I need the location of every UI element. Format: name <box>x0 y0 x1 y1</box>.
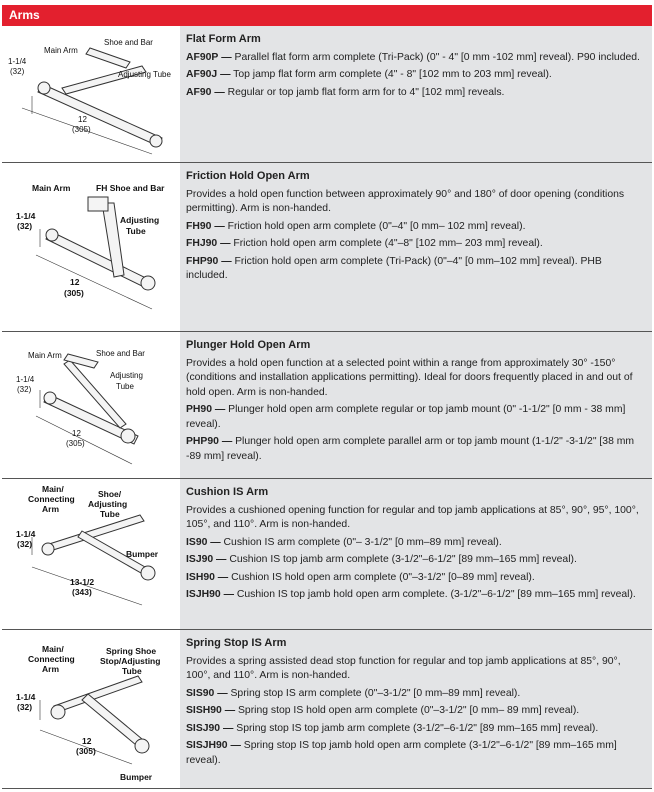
pivot-shape <box>38 82 50 94</box>
arm-body <box>38 84 162 146</box>
fig-label: Arm <box>42 664 60 674</box>
product-item <box>186 403 646 432</box>
product-item <box>186 435 646 464</box>
fig-label: Tube <box>116 382 134 391</box>
bumper-shape <box>141 566 155 580</box>
model-description: Friction hold open arm complete (4"–8" [102 mm– 203 mm] reveal). <box>233 238 543 249</box>
product-text <box>180 630 652 788</box>
fig-label: Main Arm <box>44 46 78 55</box>
separator: — <box>221 436 233 447</box>
plunger-hold-open-arm-drawing <box>2 332 180 478</box>
fig-label: 1-1/4 <box>16 692 36 702</box>
model-description: Cushion IS top jamb arm complete (3-1/2"–6-1/2" [89 mm–165 mm] reveal). <box>229 554 577 565</box>
product-item <box>186 86 646 101</box>
model-code: ISJ90 <box>186 554 214 565</box>
product-row-friction-hold-open-arm <box>2 163 652 332</box>
fig-label: Adjusting <box>110 371 143 380</box>
fig-label: Shoe and Bar <box>96 349 145 358</box>
fig-label: 12 <box>70 277 80 287</box>
model-description: Plunger hold open arm complete regular or top jamb mount (0" -1-1/2" [0 mm - 38 mm] reveal). <box>186 404 626 430</box>
model-description: Spring stop IS hold open arm complete (0"–3-1/2" [0 mm– 89 mm] reveal). <box>237 705 580 716</box>
fig-label: Tube <box>126 226 146 236</box>
separator: — <box>217 571 229 583</box>
product-figure <box>2 26 181 162</box>
separator: — <box>220 69 231 80</box>
model-code: ISJH90 <box>186 589 221 600</box>
product-text <box>180 332 652 478</box>
fig-label: Adjusting Tube <box>118 70 171 79</box>
bumper-shape <box>135 739 149 753</box>
fig-label: 1-1/4 <box>16 211 36 221</box>
fig-label: (32) <box>17 385 32 394</box>
fig-label: Spring Shoe <box>106 646 157 656</box>
model-description: Spring stop IS top jamb hold open arm complete (3-1/2"–6-1/2" [89 mm–165 mm] reveal). <box>186 740 617 766</box>
product-figure <box>2 630 181 788</box>
model-code: SISH90 <box>186 705 222 716</box>
fig-label: Main/ <box>42 644 64 654</box>
product-item <box>186 722 646 737</box>
separator: — <box>210 536 221 548</box>
separator: — <box>217 687 228 699</box>
product-item <box>186 571 646 586</box>
fig-label: Adjusting <box>120 215 160 225</box>
separator: — <box>221 51 232 63</box>
fig-label: 13-1/2 <box>70 577 95 587</box>
fig-label: Main Arm <box>32 183 71 193</box>
product-text <box>180 26 652 162</box>
fig-label: Shoe/ <box>98 489 122 499</box>
product-item <box>186 553 646 568</box>
fig-label: (32) <box>10 67 25 76</box>
product-item <box>186 68 646 83</box>
product-figure <box>2 479 181 629</box>
fig-label: (305) <box>66 439 85 448</box>
pivot-shape <box>42 543 54 555</box>
product-row-cushion-is-arm <box>2 479 652 630</box>
fig-label: 12 <box>82 736 92 746</box>
separator: — <box>220 238 231 249</box>
product-row-flat-form-arm <box>2 26 652 163</box>
model-code: SISJH90 <box>186 740 228 751</box>
shoe-shape <box>88 197 108 211</box>
product-description: Provides a spring assisted dead stop function for regular and top jamb applications at 85°, 90°, 100°, and 110°. Arm is non-handed. <box>186 655 621 681</box>
model-description: Spring stop IS arm complete (0"–3-1/2" [0 mm–89 mm] reveal). <box>230 687 521 699</box>
product-title: Plunger Hold Open Arm <box>186 339 311 351</box>
product-text <box>180 479 652 629</box>
model-description: Friction hold open arm complete (0"–4" [0 mm– 102 mm] reveal). <box>227 220 526 232</box>
fig-label: Stop/Adjusting <box>100 656 161 666</box>
product-row-plunger-hold-open-arm <box>2 332 652 479</box>
fig-label: Bumper <box>126 549 159 559</box>
product-item <box>186 255 646 284</box>
product-description: Provides a cushioned opening function for regular and top jamb applications at 85°, 90°, 95°, 100°, 105°, and 110°. Arm is non-handed. <box>186 504 639 530</box>
section-header: Arms <box>2 5 652 26</box>
model-code: ISH90 <box>186 571 215 583</box>
fig-label: (32) <box>17 702 33 712</box>
model-code: SIS90 <box>186 687 215 699</box>
product-figure <box>2 163 181 331</box>
product-item <box>186 536 646 551</box>
fig-label: Adjusting <box>88 499 128 509</box>
fig-label: Main Arm <box>28 351 62 360</box>
fig-label: Bumper <box>120 772 153 782</box>
separator: — <box>230 740 241 751</box>
separator: — <box>214 404 226 415</box>
product-figure <box>2 332 181 478</box>
fig-label: 12 <box>78 115 87 124</box>
product-item <box>186 704 646 719</box>
product-text <box>180 163 652 331</box>
model-code: AF90 <box>186 86 212 98</box>
fig-label: (32) <box>17 539 33 549</box>
product-description: Provides a hold open function between approximately 90° and 180° of door opening (conditions permitting). Arm is non-handed. <box>186 188 625 214</box>
pivot-shape <box>46 229 58 241</box>
pivot-shape <box>44 392 56 404</box>
product-title: Cushion IS Arm <box>186 486 269 498</box>
pivot-shape <box>121 429 135 443</box>
product-description: Provides a hold open function at a selected point within a range from approximately 30° -150° (conditions and installation applications permitting). Ideal for doors frequently placed in and out of hold open. Arm is non-handed. <box>186 357 633 398</box>
model-code: FHJ90 <box>186 238 218 249</box>
friction-hold-open-arm-drawing <box>2 163 180 331</box>
fig-label: Arm <box>42 504 60 514</box>
model-code: FH90 <box>186 220 212 232</box>
fig-label: Shoe and Bar <box>104 38 153 47</box>
model-description: Regular or top jamb flat form arm for to 4" [102 mm] reveals. <box>227 86 505 98</box>
model-code: SISJ90 <box>186 722 221 734</box>
product-item <box>186 739 646 768</box>
product-item <box>186 687 646 702</box>
model-code: PH90 <box>186 404 212 415</box>
product-item <box>186 220 646 235</box>
pivot-shape <box>150 135 162 147</box>
model-description: Friction hold open arm complete (Tri-Pack) (0"–4" [0 mm–102 mm] reveal). PHB included. <box>186 255 602 281</box>
separator: — <box>223 589 234 600</box>
model-code: FHP90 <box>186 255 219 267</box>
flat-form-arm-drawing <box>2 26 180 162</box>
cushion-is-arm-drawing <box>2 479 180 629</box>
fig-label: (305) <box>64 288 84 298</box>
model-description: Top jamp flat form arm complete (4" - 8" [102 mm to 203 mm] reveal). <box>233 69 552 80</box>
model-code: AF90P <box>186 51 219 63</box>
fig-label: Tube <box>100 509 120 519</box>
separator: — <box>224 705 236 716</box>
product-item <box>186 588 646 603</box>
pivot-shape <box>51 705 65 719</box>
model-description: Cushion IS hold open arm complete (0"–3-1/2" [0–89 mm] reveal). <box>231 571 535 583</box>
separator: — <box>214 220 225 232</box>
fig-label: Connecting <box>28 654 75 664</box>
fig-label: (305) <box>72 125 91 134</box>
separator: — <box>216 554 227 565</box>
product-title: Friction Hold Open Arm <box>186 170 310 182</box>
model-code: AF90J <box>186 69 218 80</box>
fig-label: (32) <box>17 221 33 231</box>
fig-label: FH Shoe and Bar <box>96 183 165 193</box>
product-row-spring-stop-is-arm <box>2 630 652 789</box>
product-item <box>186 237 646 252</box>
fig-label: Connecting <box>28 494 75 504</box>
model-description: Cushion IS top jamb hold open arm complete. (3-1/2"–6-1/2" [89 mm–165 mm] reveal). <box>236 589 636 600</box>
product-title: Flat Form Arm <box>186 33 261 45</box>
fig-label: (305) <box>76 746 96 756</box>
fig-label: (343) <box>72 587 92 597</box>
model-code: IS90 <box>186 536 208 548</box>
pivot-shape <box>141 276 155 290</box>
model-code: PHP90 <box>186 436 219 447</box>
model-description: Parallel flat form arm complete (Tri-Pack) (0" - 4" [0 mm -102 mm] reveal). P90 included. <box>234 51 640 63</box>
separator: — <box>214 86 225 98</box>
arm-body <box>46 231 152 289</box>
fig-label: Main/ <box>42 484 64 494</box>
model-description: Spring stop IS top jamb arm complete (3-1/2"–6-1/2" [89 mm–165 mm] reveal). <box>236 722 599 734</box>
fig-label: 1-1/4 <box>16 529 36 539</box>
fig-label: 12 <box>72 429 81 438</box>
fig-label: Tube <box>122 666 142 676</box>
fig-label: 1-1/4 <box>16 375 35 384</box>
shoe-shape <box>86 48 130 68</box>
separator: — <box>221 255 232 267</box>
spring-stop-is-arm-drawing <box>2 630 180 788</box>
fig-label: 1-1/4 <box>8 57 27 66</box>
model-description: Plunger hold open arm complete parallel arm or top jamb mount (1-1/2" -3-1/2" [38 mm -89 mm] reveal). <box>186 436 635 462</box>
product-item <box>186 51 646 66</box>
separator: — <box>222 722 234 734</box>
product-title: Spring Stop IS Arm <box>186 637 287 649</box>
model-description: Cushion IS arm complete (0"– 3-1/2" [0 mm–89 mm] reveal). <box>223 536 502 548</box>
